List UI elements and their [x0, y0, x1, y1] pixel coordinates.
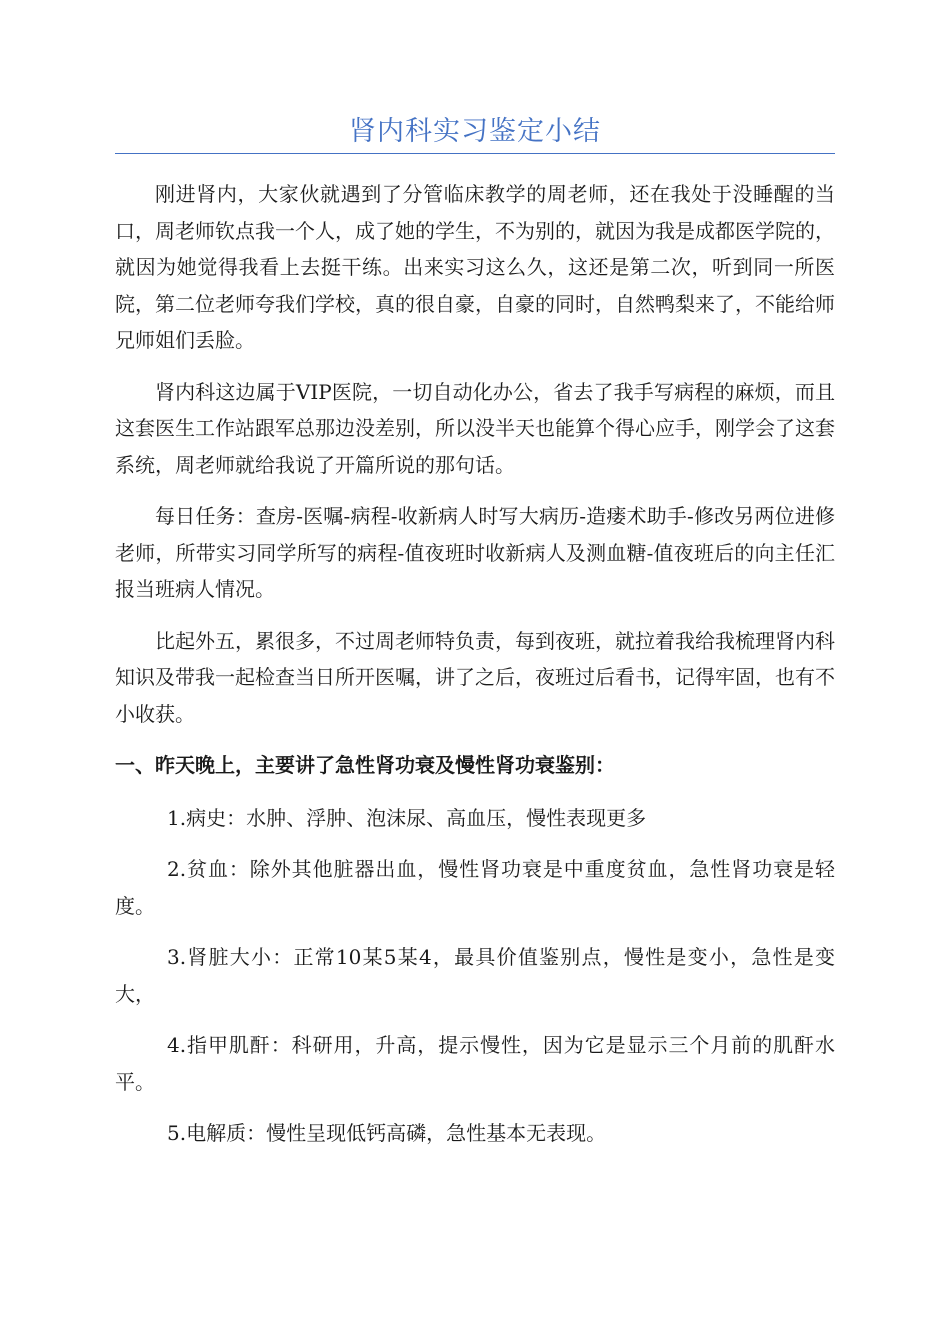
list-item: 1.病史：水肿、浮肿、泡沫尿、高血压，慢性表现更多 — [167, 805, 647, 830]
list-item: 5.电解质：慢性呈现低钙高磷，急性基本无表现。 — [167, 1121, 607, 1145]
list-item: 4.指甲肌酐：科研用，升高，提示慢性，因为它是显示三个月前的肌酐水平。 — [115, 1033, 835, 1094]
title-underline — [115, 153, 835, 154]
list-item: 3.肾脏大小：正常10某5某4，最具价值鉴别点，慢性是变小，急性是变大， — [115, 945, 835, 1006]
paragraph-comparison: 比起外五，累很多，不过周老师特负责，每到夜班，就拉着我给我梳理肾内科知识及带我一起检查当日所开医嘱，讲了之后，夜班过后看书，记得牢固，也有不小收获。 — [115, 628, 835, 726]
paragraph-intro: 刚进肾内，大家伙就遇到了分管临床教学的周老师，还在我处于没睡醒的当口，周老师钦点我一个人，成了她的学生，不为别的，就因为我是成都医学院的，就因为她觉得我看上去挺干练。出来实习这么久，这还是第二次，听到同一所医院，第二位老师夸我们学校，真的很自豪，自豪的同时，自然鸭梨来了，不能给师兄师姐们丢脸。 — [115, 182, 835, 352]
list-item: 2.贫血：除外其他脏器出血，慢性肾功衰是中重度贫血，急性肾功衰是轻度。 — [115, 857, 835, 918]
document-title: 肾内科实习鉴定小结 — [349, 116, 601, 147]
section-heading: 一、昨天晚上，主要讲了急性肾功衰及慢性肾功衰鉴别： — [115, 753, 615, 777]
paragraph-daily-tasks: 每日任务：查房-医嘱-病程-收新病人时写大病历-造瘘术助手-修改另两位进修老师，所带实习同学所写的病程-值夜班时收新病人及测血糖-值夜班后的向主任汇报当班病人情况。 — [115, 504, 835, 601]
paragraph-vip-hospital: 肾内科这边属于VIP医院，一切自动化办公，省去了我手写病程的麻烦，而且这套医生工作站跟军总那边没差别，所以没半天也能算个得心应手，刚学会了这套系统，周老师就给我说了开篇所说的那句话。 — [115, 379, 835, 477]
document-body — [115, 176, 835, 1167]
